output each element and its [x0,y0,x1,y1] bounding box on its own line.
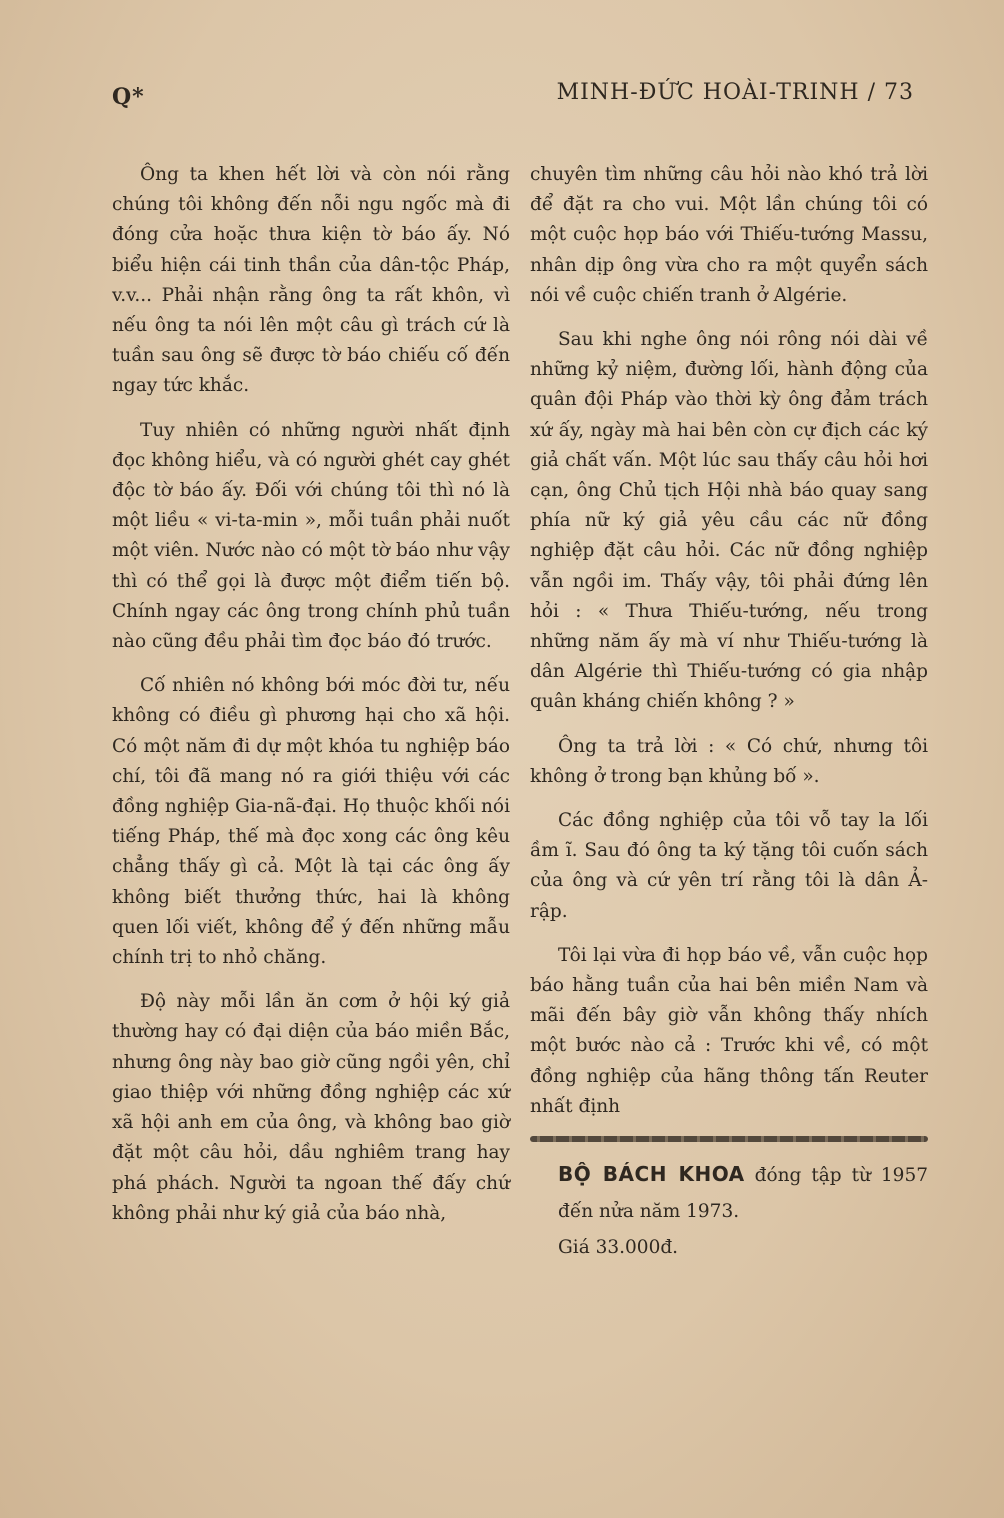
right-column [530,160,928,1266]
page-mark: Q* [112,84,145,110]
paragraph: Sau khi nghe ông nói rông nói dài về những kỷ niệm, đường lối, hành động của quân đội Pháp vào thời kỳ ông đảm trách xứ ấy, ngày mà hai bên còn cự địch các ký giả chất vấn. Một lúc sau thấy câu hỏi hơi cạn, ông Chủ tịch Hội nhà báo quay sang phía nữ ký giả yêu cầu các nữ đồng nghiệp đặt câu hỏi. Các nữ đồng nghiệp vẫn ngồi im. Thấy vậy, tôi phải đứng lên hỏi : « Thưa Thiếu-tướng, nếu trong những năm ấy mà ví như Thiếu-tướng là dân Algérie thì Thiếu-tướng có gia nhập quân kháng chiến không ? » [530,329,928,713]
paragraph: Ông ta khen hết lời và còn nói rằng chúng tôi không đến nỗi ngu ngốc mà đi đóng cửa hoặc thưa kiện tờ báo ấy. Nó biểu hiện cái tinh thần của dân-tộc Pháp, v.v... Phải nhận rằng ông ta rất khôn, vì nếu ông ta nói lên một câu gì trách cứ là tuần sau ông sẽ được tờ báo chiếu cố đến ngay tức khắc. [112,164,510,397]
running-header: MINH-ĐỨC HOÀI-TRINH / 73 [556,80,914,105]
left-column [112,160,510,1243]
paragraph: Tôi lại vừa đi họp báo về, vẫn cuộc họp báo hằng tuần của hai bên miền Nam và mãi đến bây giờ vẫn không thấy nhích một bước nào cả : Trước khi về, có một đồng nghiệp của hãng thông tấn Reuter nhất định [530,944,928,1117]
paragraph: Ông ta trả lời : « Có chứ, nhưng tôi không ở trong bạn khủng bố ». [530,735,928,787]
ornamental-divider [530,1136,928,1142]
paragraph: Tuy nhiên có những người nhất định đọc không hiểu, và có người ghét cay ghét độc tờ báo ấy. Đối với chúng tôi thì nó là một liều « vi-ta-min », mỗi tuần phải nuốt một viên. Nước nào có một tờ báo như vậy thì có thể gọi là được một điểm tiến bộ. Chính ngay các ông trong chính phủ tuần nào cũng đều phải tìm đọc báo đó trước. [112,419,510,653]
paragraph: Cố nhiên nó không bới móc đời tư, nếu không có điều gì phương hại cho xã hội. Có một năm đi dự một khóa tu nghiệp báo chí, tôi đã mang nó ra giới thiệu với các đồng nghiệp Gia-nã-đại. Họ thuộc khối nói tiếng Pháp, thế mà đọc xong các ông kêu chẳng thấy gì cả. Một là tại các ông ấy không biết thưởng thức, hai là không quen lối viết, không để ý đến những mẫu chính trị to nhỏ chăng. [112,675,510,969]
paragraph: Độ này mỗi lần ăn cơm ở hội ký giả thường hay có đại diện của báo miền Bắc, nhưng ông này bao giờ cũng ngồi yên, chỉ giao thiệp với những đồng nghiệp các xứ xã hội anh em của ông, và không bao giờ đặt một câu hỏi, dầu nghiêm trang hay phá phách. Người ta ngoan thế đấy chứ không phải như ký giả của báo nhà, [112,991,510,1224]
advertisement [530,1156,928,1266]
ad-brand: BỘ BÁCH KHOA [558,1162,745,1187]
ad-text: đóng tập từ 1957 đến nửa năm 1973. [558,1165,928,1223]
ad-price: Giá 33.000đ. [558,1237,679,1259]
paragraph: Các đồng nghiệp của tôi vỗ tay la lối ầm ĩ. Sau đó ông ta ký tặng tôi cuốn sách của ông và cứ yên trí rằng tôi là dân Ả-rập. [530,810,928,922]
paragraph: chuyên tìm những câu hỏi nào khó trả lời để đặt ra cho vui. Một lần chúng tôi có một cuộc họp báo với Thiếu-tướng Massu, nhân dịp ông vừa cho ra một quyển sách nói về cuộc chiến tranh ở Algérie. [530,164,928,306]
